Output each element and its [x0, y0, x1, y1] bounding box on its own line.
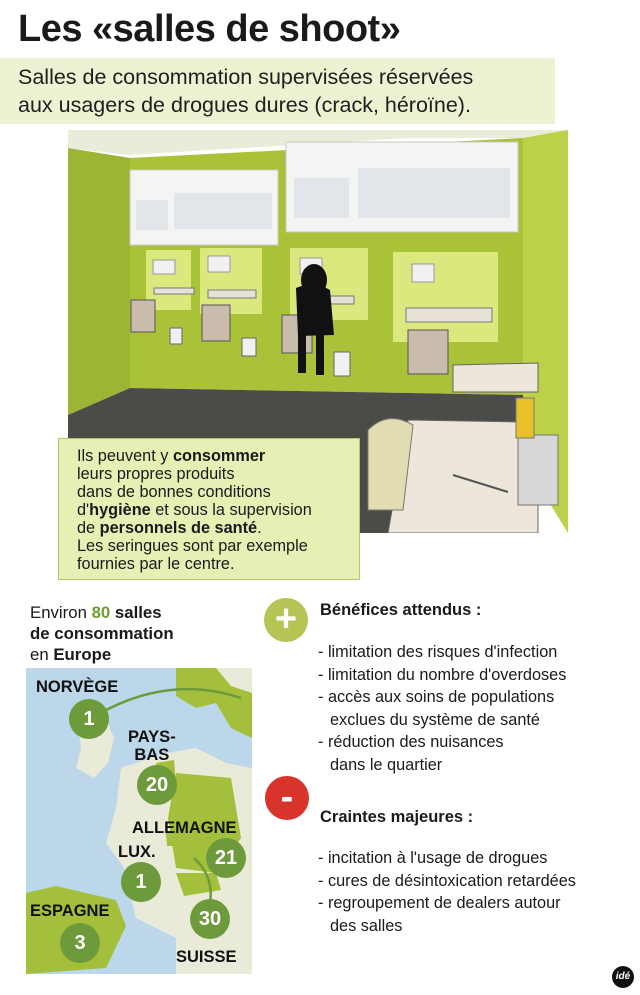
caption-box	[58, 438, 360, 580]
count-badge-lux: 1	[121, 862, 161, 902]
plus-icon: +	[264, 598, 308, 642]
caption-line: d'hygiène et sous la supervision	[77, 501, 312, 519]
list-item: exclues du système de santé	[330, 710, 540, 729]
count-badge-allemagne: 21	[206, 838, 246, 878]
count-badge-pays-bas: 20	[137, 765, 177, 805]
count-badge-suisse: 30	[190, 899, 230, 939]
fears-heading: Craintes majeures :	[320, 808, 474, 826]
salles-count: 80	[91, 603, 111, 622]
minus-icon: -	[265, 776, 309, 820]
list-item: - limitation du nombre d'overdoses	[318, 665, 567, 684]
europe-intro: Environ 80 salles de consommation en Europe	[30, 603, 174, 664]
list-item: - regroupement de dealers autour	[318, 894, 561, 912]
count-badge-norvege: 1	[69, 699, 109, 739]
country-label-norvege: NORVÈGE	[36, 678, 119, 696]
list-item: - incitation à l'usage de drogues	[318, 849, 548, 867]
page-title: Les «salles de shoot»	[18, 8, 401, 50]
benefits-heading: Bénéfices attendus :	[320, 601, 482, 619]
country-label-espagne: ESPAGNE	[30, 902, 110, 920]
caption-line: de personnels de santé.	[77, 519, 262, 537]
list-item: des salles	[330, 916, 403, 935]
caption-line: leurs propres produits	[77, 465, 235, 483]
benefits-list	[318, 641, 566, 776]
caption-line: Ils peuvent y consommer	[77, 447, 266, 465]
country-label-lux: LUX.	[118, 843, 156, 861]
country-label-suisse: SUISSE	[176, 948, 237, 966]
caption-line: dans de bonnes conditions	[77, 483, 271, 501]
count-badge-espagne: 3	[60, 923, 100, 963]
fears-list	[318, 847, 576, 937]
list-item: - limitation des risques d'infection	[318, 643, 558, 661]
ide-logo: idé	[612, 966, 634, 988]
list-item: - cures de désintoxication retardées	[318, 871, 576, 890]
caption-line: Les seringues sont par exemple	[77, 537, 308, 555]
subtitle-line: Salles de consommation supervisées réservées	[18, 65, 474, 89]
list-item: - réduction des nuisances	[318, 733, 504, 751]
caption-line: fournies par le centre.	[77, 555, 235, 573]
list-item: dans le quartier	[330, 755, 443, 774]
subtitle-line: aux usagers de drogues dures (crack, héroïne).	[18, 93, 471, 117]
list-item: - accès aux soins de populations	[318, 688, 555, 706]
country-label-pays-bas: PAYS- BAS	[128, 728, 176, 764]
country-label-allemagne: ALLEMAGNE	[132, 819, 237, 837]
subtitle-box	[0, 58, 555, 124]
